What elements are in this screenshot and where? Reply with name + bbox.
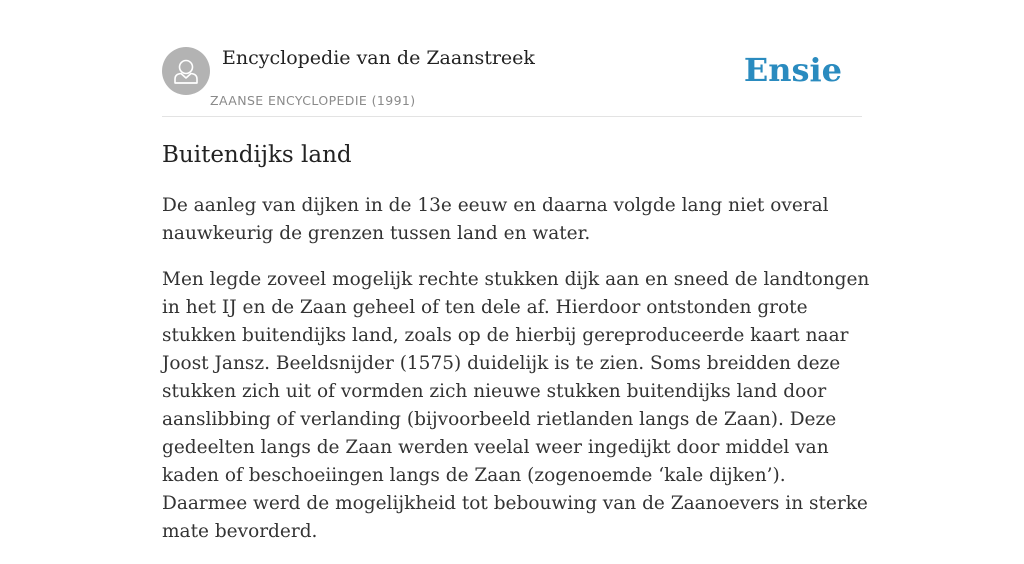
source-header	[162, 0, 862, 117]
source-subtitle[interactable]: ZAANSE ENCYCLOPEDIE (1991)	[210, 93, 416, 108]
avatar[interactable]	[162, 47, 210, 95]
paragraph: De aanleg van dijken in de 13e eeuw en daarna volgde lang niet overal nauwkeurig de grenzen tussen land en water.	[162, 195, 829, 244]
brand-logo[interactable]: Ensie	[743, 51, 842, 89]
user-icon	[162, 47, 210, 95]
article-title: Buitendijks land	[162, 142, 352, 168]
article-page	[162, 0, 870, 542]
article-body	[162, 192, 872, 564]
paragraph: Men legde zoveel mogelijk rechte stukken dijk aan en sneed de landtongen in het IJ en de Zaan geheel of ten dele af. Hierdoor ontstonden grote stukken buitendijks land, zoals op de hierbij gereproduceerde kaart naar Joost Jansz. Beeldsnijder (1575) duidelijk is te zien. Soms breidden deze stukken zich uit of vormden zich nieuwe stukken buitendijks land door aanslibbing of verlanding (bijvoorbeeld rietlanden langs de Zaan). Deze gedeelten langs de Zaan werden veelal weer ingedijkt door middel van kaden of beschoeiingen langs de Zaan (zogenoemde ‘kale dijken’). Daarmee werd de mogelijkheid tot bebouwing van de Zaanoevers in sterke mate bevorderd.	[162, 269, 870, 542]
source-title[interactable]: Encyclopedie van de Zaanstreek	[222, 47, 535, 69]
